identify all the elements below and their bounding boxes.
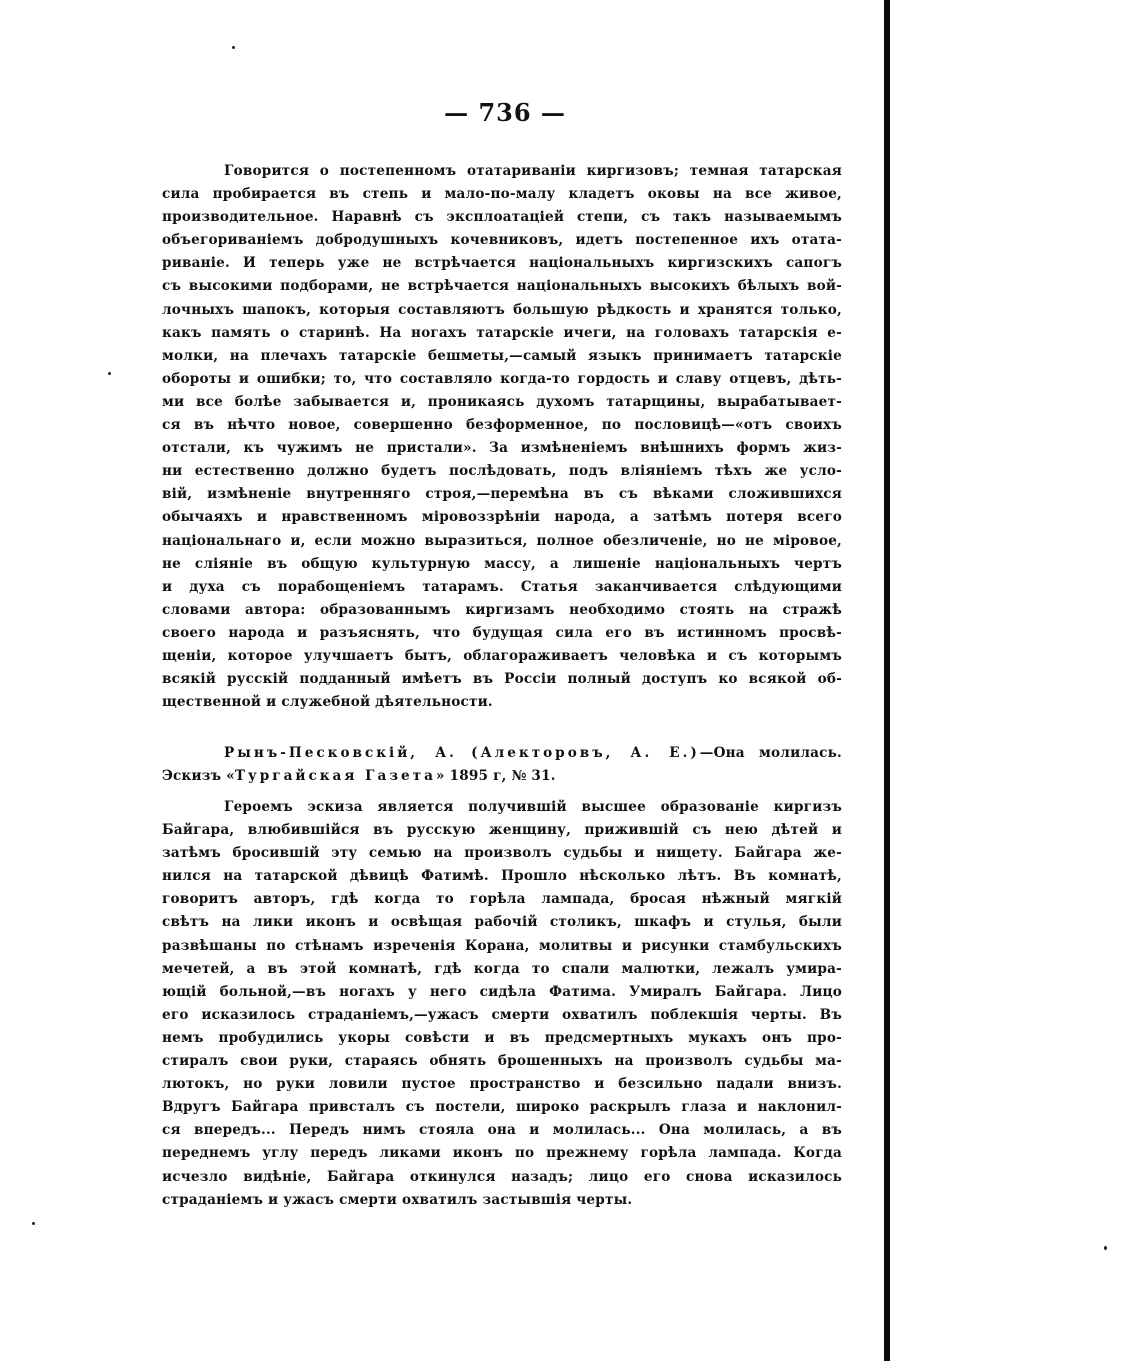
text-line: мечетей, а въ этой комнатѣ, гдѣ когда то спали малютки, лежалъ умира- [162, 960, 842, 977]
text-line: вiй, измѣненiе внутренняго строя,—перемѣна въ съ вѣками сложившихся [162, 486, 842, 503]
text-line: ся въ нѣчто новое, совершенно безформенное, по пословицѣ—«отъ своихъ [162, 417, 842, 434]
text-line: свѣтъ на лики иконъ и освѣщая рабочiй столикъ, шкафъ и стулья, были [162, 914, 842, 931]
text-line: Вдругъ Байгара привсталъ съ постели, широко раскрылъ глаза и наклонил- [162, 1099, 842, 1116]
text-line: ми все болѣе забывается и, проникаясь духомъ татарщины, вырабатывает- [162, 393, 842, 410]
text-line: его исказилось страданiемъ,—ужасъ смерти охватилъ поблекшiя черты. Въ [162, 1006, 842, 1023]
bibliographic-entry [162, 742, 842, 788]
text-line: щенiи, которое улучшаетъ бытъ, облагораживаетъ человѣка и съ которымъ [162, 647, 842, 664]
bib-suffix: » 1895 г, № 31. [435, 768, 556, 785]
text-line: затѣмъ бросившiй эту семью на произволъ судьбы и нищету. Байгара же- [162, 845, 842, 862]
text-line: отстали, къ чужимъ не пристали». За измѣненiемъ внѣшнихъ формъ жиз- [162, 440, 842, 457]
text-line: какъ память о старинѣ. На ногахъ татарскiе ичеги, на головахъ татарскiя е- [162, 324, 842, 341]
text-line: всякiй русскiй подданный имѣетъ въ Россiи полный доступъ ко всякой об- [162, 671, 842, 688]
text-line: Говорится о постепенномъ отатариванiи киргизовъ; темная татарская [224, 163, 842, 179]
page-number: — 736 — [444, 98, 566, 127]
text-line: молки, на плечахъ татарскiе бешметы,—самый языкъ принимаетъ татарскiе [162, 347, 842, 364]
text-line: лочныхъ шапокъ, которыя составляютъ большую рѣдкость и хранятся только, [162, 301, 842, 318]
text-line: развѣшаны по стѣнамъ изреченiя Корана, молитвы и рисунки стамбульскихъ [162, 937, 842, 954]
text-line: говоритъ авторъ, гдѣ когда то горѣла лампада, бросая нѣжный мягкiй [162, 891, 842, 908]
text-line: ся впередъ... Передъ нимъ стояла она и молилась... Она молилась, а въ [162, 1122, 842, 1139]
text-line: исчезло видѣнiе, Байгара откинулся назадъ; лицо его снова исказилось [162, 1168, 842, 1185]
paragraph-2 [162, 796, 842, 1212]
text-line: щественной и служебной дѣятельности. [162, 694, 493, 711]
text-line: нацiональнаго и, если можно выразиться, полное обезличенiе, но не мiровое, [162, 532, 842, 549]
text-line: объегориванiемъ добродушныхъ кочевниковъ, идетъ постепенное ихъ отата- [162, 232, 842, 249]
bib-journal: Тургайская Газета [234, 768, 436, 785]
text-line: немъ пробудились укоры совѣсти и въ предсмертныхъ мукахъ онъ про- [162, 1029, 842, 1046]
text-line: страданiемъ и ужасъ смерти охватилъ застывшiя черты. [162, 1191, 633, 1208]
bib-prefix: Эскизъ « [162, 768, 235, 785]
text-line: риванiе. И теперь уже не встрѣчается нацiональныхъ киргизскихъ сапогъ [162, 255, 842, 272]
text-line: сила пробирается въ степь и мало-по-малу кладетъ оковы на все живое, [162, 186, 842, 203]
text-line: ющiй больной,—въ ногахъ у него сидѣла Фатима. Умиралъ Байгара. Лицо [162, 983, 842, 1000]
text-line: стиралъ свои руки, стараясь обнять брошенныхъ на произволъ судьбы ма- [162, 1053, 842, 1070]
text-line: нился на татарской дѣвицѣ Фатимѣ. Прошло нѣсколько лѣтъ. Въ комнатѣ, [162, 868, 842, 885]
paragraph-1 [162, 160, 842, 714]
bib-pseudonym: (Алекторовъ, А. Е.) [471, 745, 700, 761]
text-line: Байгара, влюбившiйся въ русскую женщину, прижившiй съ нею дѣтей и [162, 822, 842, 839]
text-line: лютокъ, но руки ловили пустое пространство и безсильно падали внизъ. [162, 1076, 842, 1093]
text-line: переднемъ углу передъ ликами иконъ по прежнему горѣла лампада. Когда [162, 1145, 842, 1162]
text-line: обороты и ошибки; то, что составляло когда-то гордость и славу отцевъ, дѣть- [162, 370, 842, 387]
text-line: обычаяхъ и нравственномъ мiровоззрѣнiи народа, а затѣмъ потеря всего [162, 509, 842, 526]
text-line: словами автора: образованнымъ киргизамъ необходимо стоять на стражѣ [162, 601, 842, 618]
text-line: своего народа и разъяснять, что будущая сила его въ истинномъ просвѣ- [162, 624, 842, 641]
text-line: не слiянiе въ общую культурную массу, а лишенiе нацiональныхъ чертъ [162, 555, 842, 572]
scan-speck [1104, 1246, 1107, 1250]
text-line: и духа съ порабощенiемъ татарамъ. Статья заканчивается слѣдующими [162, 578, 842, 595]
bib-author: Рынъ-Песковскiй, А. [224, 745, 457, 761]
scan-speck [108, 372, 111, 375]
bib-line-2 [162, 765, 842, 788]
scan-speck [232, 46, 235, 49]
page-binding-rule [884, 0, 890, 1361]
scan-speck [32, 1222, 35, 1225]
text-line: съ высокими подборами, не встрѣчается нацiональныхъ высокихъ бѣлыхъ вой- [162, 278, 842, 295]
text-line: производительное. Наравнѣ съ эксплоатацiей степи, съ такъ называемымъ [162, 209, 842, 226]
text-line: ни естественно должно будетъ послѣдовать, подъ влiянiемъ тѣхъ же усло- [162, 463, 842, 480]
bib-line-1 [162, 742, 842, 765]
text-line: Героемъ эскиза является получившiй высшее образованiе киргизъ [224, 799, 842, 815]
bib-title: —Она молилась. [699, 745, 842, 761]
